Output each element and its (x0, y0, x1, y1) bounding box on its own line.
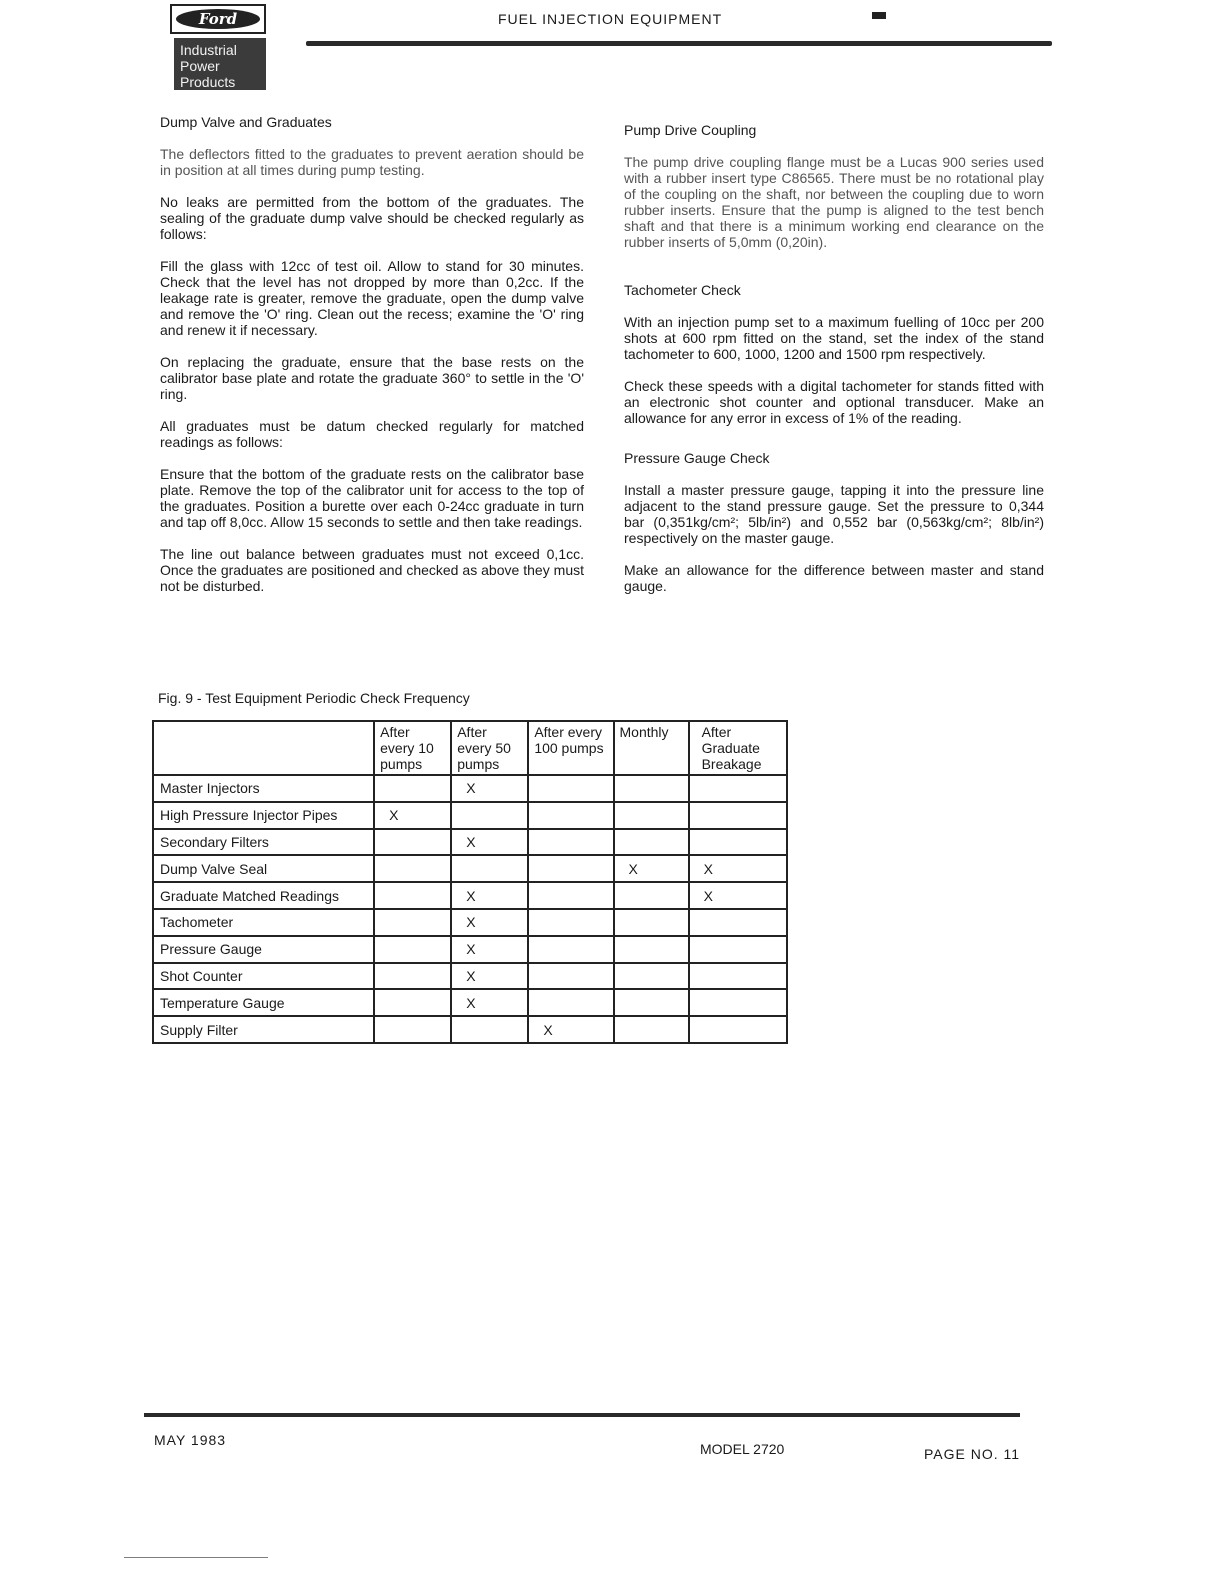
logo-line-industrial: Industrial (180, 42, 237, 58)
column-header: After every 10 pumps (374, 721, 451, 775)
check-mark-cell (689, 936, 787, 963)
check-mark-cell (374, 989, 451, 1016)
table-row (153, 909, 787, 936)
check-mark-cell (614, 802, 689, 829)
column-header: After Graduate Breakage (689, 721, 787, 775)
table-row (153, 963, 787, 990)
row-label: Temperature Gauge (153, 989, 374, 1016)
paragraph: Check these speeds with a digital tachometer for stands fitted with an electronic shot counter and optional transducer. Make an allowance for any error in excess of 1% of the reading. (624, 378, 1044, 426)
check-mark-cell (451, 1016, 528, 1043)
check-mark-cell (374, 882, 451, 909)
check-mark-cell (528, 989, 613, 1016)
paragraph: Ensure that the bottom of the graduate rests on the calibrator base plate. Remove the top of the calibrator unit for access to the top of the graduates. Position a burette over each 0-24cc graduate in turn and tap off 8,0cc. Allow 15 seconds to settle and then take readings. (160, 466, 584, 530)
right-column (624, 122, 1044, 610)
ford-oval-box (170, 4, 266, 34)
paragraph: Install a master pressure gauge, tapping it into the pressure line adjacent to the stand pressure gauge. Set the pressure to 0,344 bar (0,351kg/cm²; 5lb/in²) and 0,552 bar (0,563kg/cm²; 8lb/in²) respectively on the master gauge. (624, 482, 1044, 546)
paragraph: On replacing the graduate, ensure that the base rests on the calibrator base plate and rotate the graduate 360° to settle in the 'O' ring. (160, 354, 584, 402)
check-mark-cell: X (451, 909, 528, 936)
table-row (153, 936, 787, 963)
table-row (153, 829, 787, 856)
check-mark-cell (528, 855, 613, 882)
check-mark-cell (528, 963, 613, 990)
column-header: Monthly (614, 721, 689, 775)
row-label: Master Injectors (153, 775, 374, 802)
check-mark-cell (374, 963, 451, 990)
check-mark-cell (374, 775, 451, 802)
paragraph: Make an allowance for the difference between master and stand gauge. (624, 562, 1044, 594)
check-mark-cell (689, 829, 787, 856)
check-mark-cell: X (451, 882, 528, 909)
row-label: Secondary Filters (153, 829, 374, 856)
check-mark-cell (528, 936, 613, 963)
check-mark-cell: X (451, 936, 528, 963)
check-mark-cell (374, 1016, 451, 1043)
page-header-title: FUEL INJECTION EQUIPMENT (498, 11, 723, 27)
header-mark (872, 12, 886, 19)
footer-date: MAY 1983 (154, 1432, 227, 1448)
section-heading-pressure-gauge: Pressure Gauge Check (624, 450, 770, 466)
check-mark-cell (614, 963, 689, 990)
ford-ipp-logo (170, 4, 268, 90)
check-mark-cell (614, 936, 689, 963)
check-mark-cell: X (689, 855, 787, 882)
check-mark-cell: X (451, 829, 528, 856)
header-rule (306, 41, 1052, 46)
row-label: Shot Counter (153, 963, 374, 990)
check-mark-cell (374, 829, 451, 856)
check-mark-cell (614, 775, 689, 802)
figure-caption: Fig. 9 - Test Equipment Periodic Check Frequency (158, 690, 470, 706)
row-label: Tachometer (153, 909, 374, 936)
column-header (153, 721, 374, 775)
table-row (153, 882, 787, 909)
check-mark-cell (614, 989, 689, 1016)
check-mark-cell (528, 829, 613, 856)
paragraph: With an injection pump set to a maximum fuelling of 10cc per 200 shots at 600 rpm fitted on the stand, set the index of the stand tachometer to 600, 1000, 1200 and 1500 rpm respectively. (624, 314, 1044, 362)
row-label: Pressure Gauge (153, 936, 374, 963)
check-mark-cell: X (374, 802, 451, 829)
check-mark-cell (614, 829, 689, 856)
paragraph: Fill the glass with 12cc of test oil. Allow to stand for 30 minutes. Check that the level has not dropped by more than 0,2cc. If the leakage rate is greater, remove the graduate, open the dump valve and remove the 'O' ring. Clean out the recess; examine the 'O' ring and renew it if necessary. (160, 258, 584, 338)
column-header: After every 50 pumps (451, 721, 528, 775)
row-label: Supply Filter (153, 1016, 374, 1043)
paragraph: The line out balance between graduates must not exceed 0,1cc. Once the graduates are positioned and checked as above they must not be disturbed. (160, 546, 584, 594)
check-mark-cell (451, 802, 528, 829)
check-mark-cell (689, 802, 787, 829)
paragraph: All graduates must be datum checked regularly for matched readings as follows: (160, 418, 584, 450)
check-frequency-table (152, 720, 788, 1044)
paragraph: The deflectors fitted to the graduates to prevent aeration should be in position at all times during pump testing. (160, 146, 584, 178)
table-row (153, 775, 787, 802)
check-mark-cell (614, 909, 689, 936)
check-mark-cell: X (451, 989, 528, 1016)
left-column (160, 114, 584, 610)
paragraph: No leaks are permitted from the bottom of the graduates. The sealing of the graduate dump valve should be checked regularly as follows: (160, 194, 584, 242)
column-header: After every 100 pumps (528, 721, 613, 775)
check-mark-cell (689, 989, 787, 1016)
check-mark-cell (451, 855, 528, 882)
table-row (153, 1016, 787, 1043)
check-mark-cell (689, 909, 787, 936)
paragraph: The pump drive coupling flange must be a Lucas 900 series used with a rubber insert type C86565. There must be no rotational play of the coupling on the shaft, nor between the coupling due to worn rubber inserts. Ensure that the pump is aligned to the test bench shaft and that there is a minimum working end clearance on the rubber inserts of 5,0mm (0,20in). (624, 154, 1044, 250)
row-label: High Pressure Injector Pipes (153, 802, 374, 829)
check-mark-cell (528, 802, 613, 829)
bottom-divider (124, 1557, 268, 1558)
check-mark-cell (689, 963, 787, 990)
logo-line-power: Power (180, 58, 220, 74)
row-label: Dump Valve Seal (153, 855, 374, 882)
check-mark-cell (374, 855, 451, 882)
check-mark-cell: X (528, 1016, 613, 1043)
section-heading-pump-drive: Pump Drive Coupling (624, 122, 757, 138)
table-row (153, 989, 787, 1016)
check-mark-cell: X (689, 882, 787, 909)
section-heading-dump-valve: Dump Valve and Graduates (160, 114, 332, 130)
check-mark-cell (689, 775, 787, 802)
table-body (153, 775, 787, 1043)
check-mark-cell (614, 1016, 689, 1043)
table-row (153, 802, 787, 829)
check-mark-cell: X (451, 775, 528, 802)
check-mark-cell (689, 1016, 787, 1043)
row-label: Graduate Matched Readings (153, 882, 374, 909)
ford-oval-logo: Ford (176, 9, 260, 29)
check-mark-cell (374, 936, 451, 963)
section-heading-tachometer: Tachometer Check (624, 282, 741, 298)
footer-model: MODEL 2720 (700, 1441, 785, 1457)
logo-line-products: Products (180, 74, 236, 90)
check-mark-cell: X (614, 855, 689, 882)
check-mark-cell (614, 882, 689, 909)
table-row (153, 855, 787, 882)
footer-rule (144, 1413, 1020, 1417)
check-mark-cell (528, 775, 613, 802)
check-mark-cell: X (451, 963, 528, 990)
check-mark-cell (528, 882, 613, 909)
check-mark-cell (528, 909, 613, 936)
footer-page-number: PAGE NO. 11 (924, 1446, 1021, 1462)
table-header-row (153, 721, 787, 775)
ipp-logo-block (174, 38, 266, 90)
check-mark-cell (374, 909, 451, 936)
